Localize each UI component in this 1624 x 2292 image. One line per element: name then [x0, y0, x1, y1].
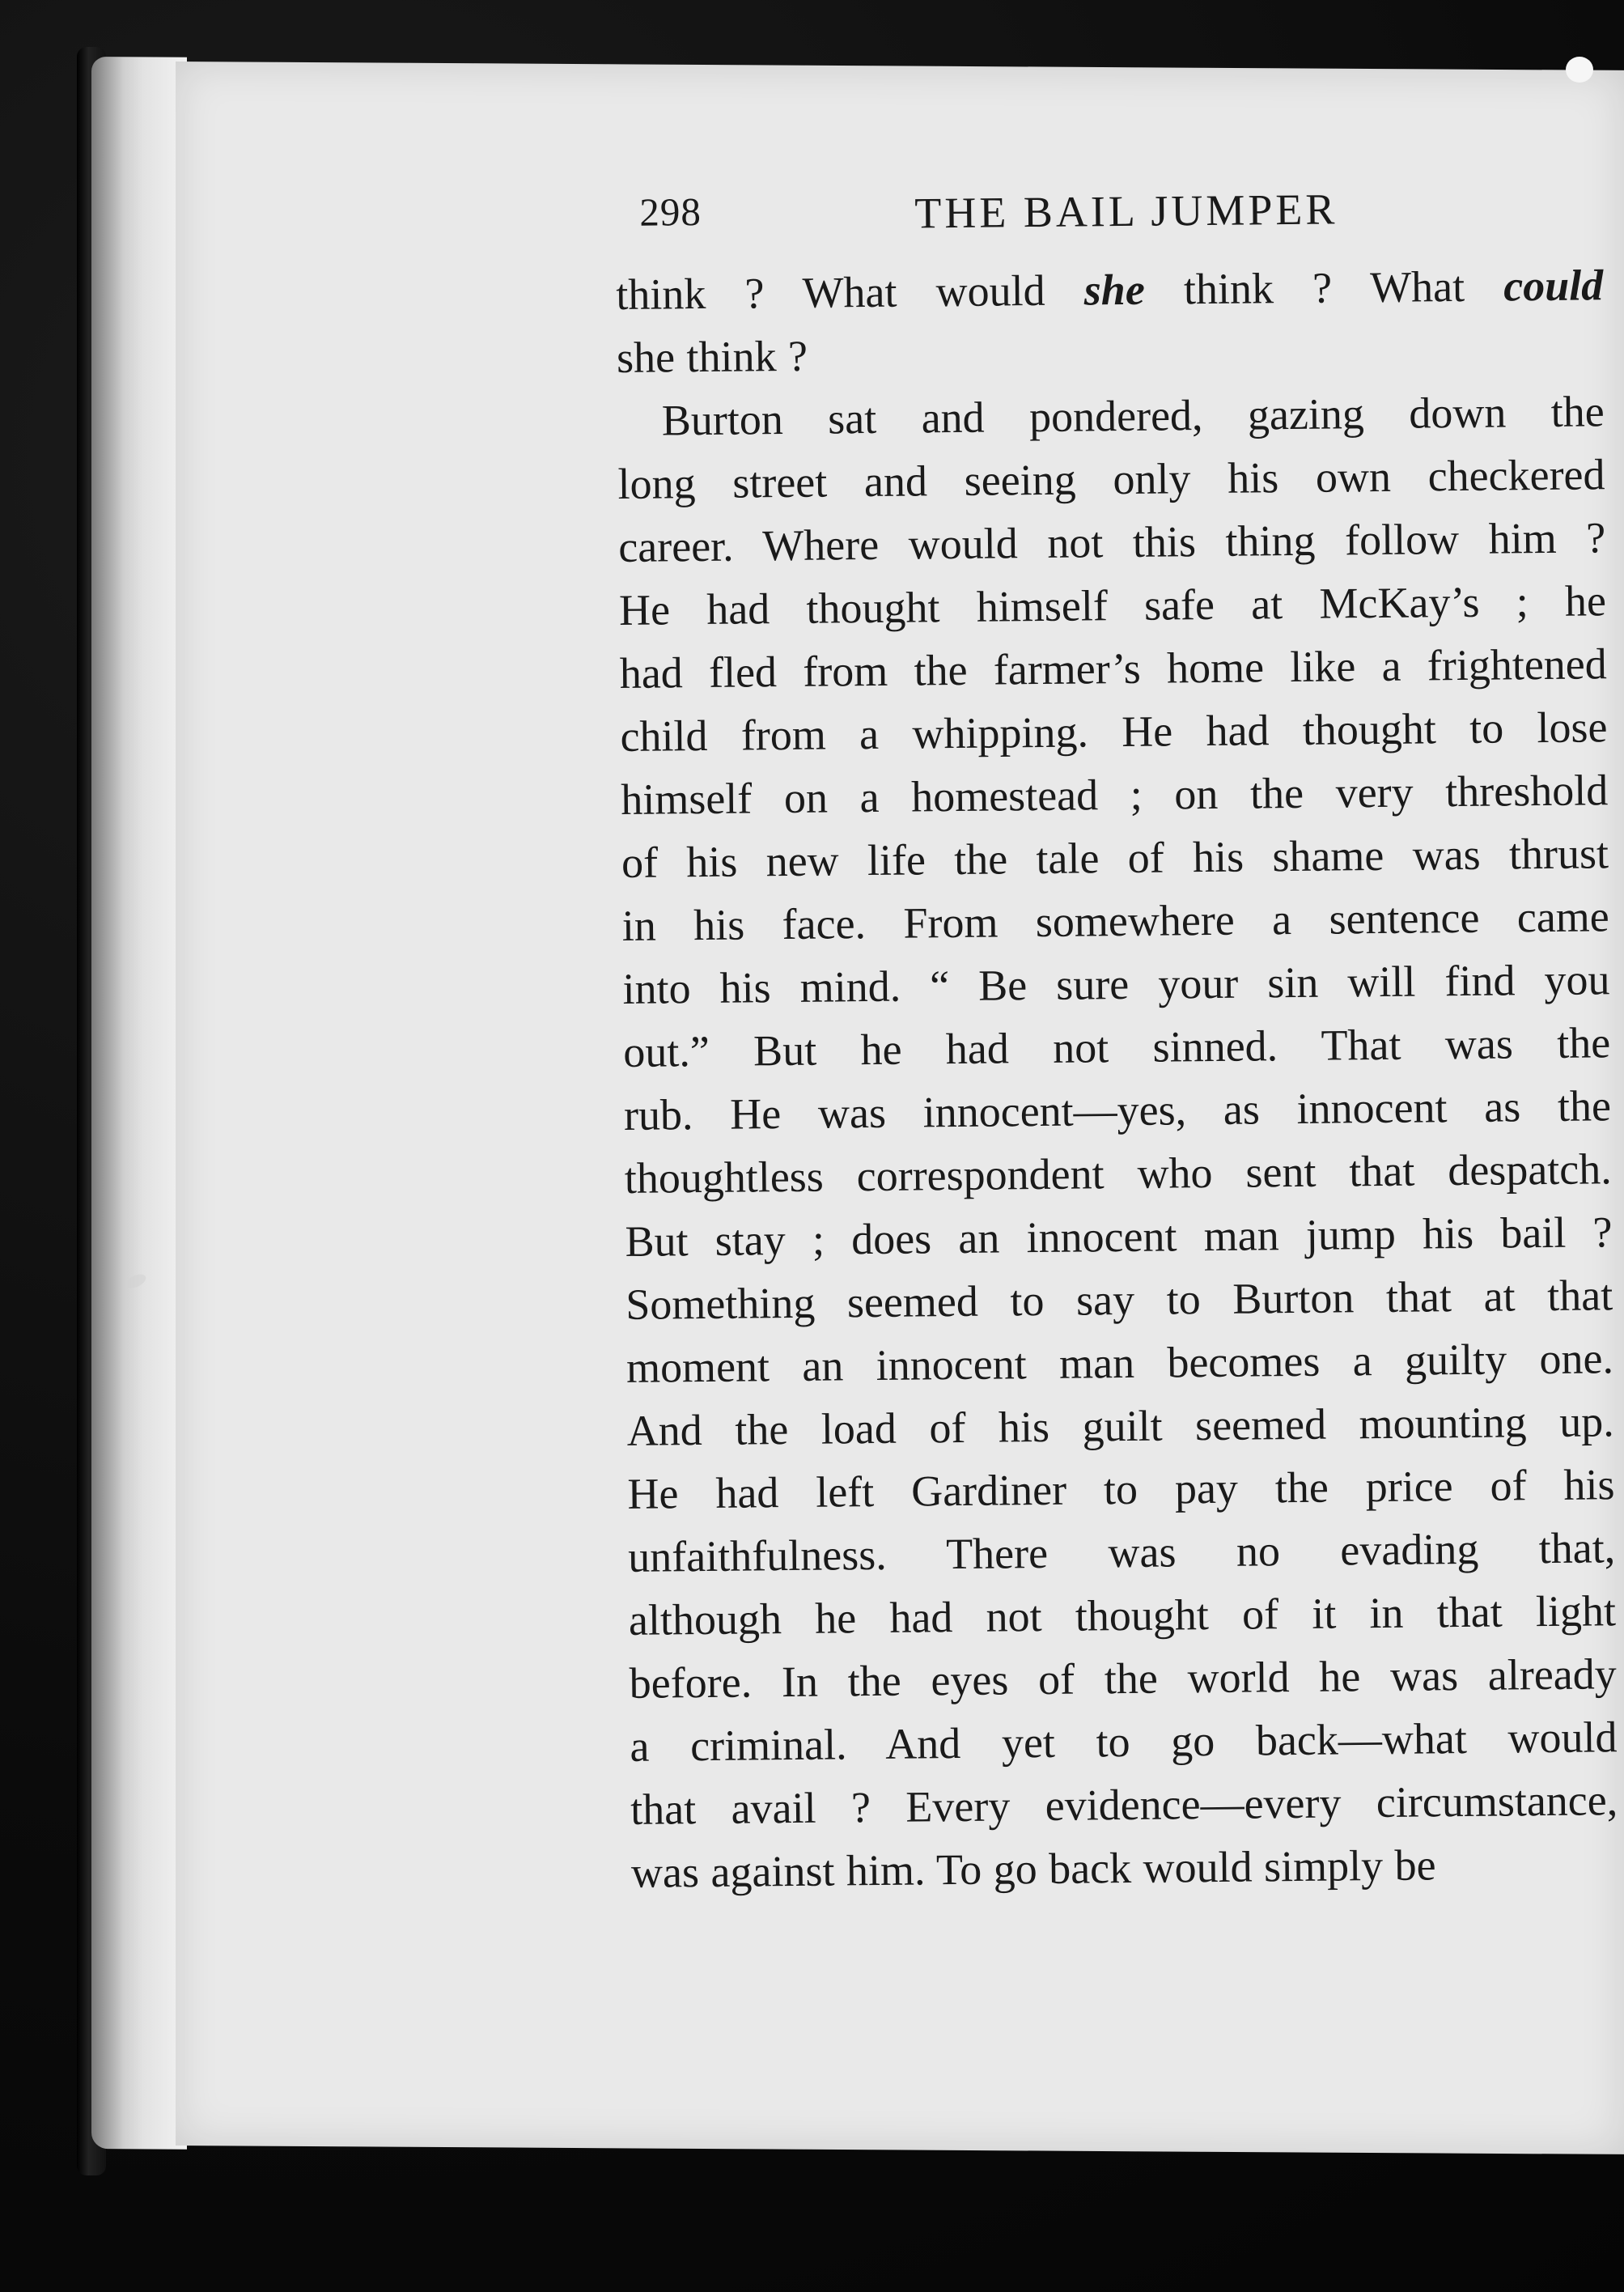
running-head: THE BAIL JUMPER — [914, 185, 1338, 238]
text-line-26: was against him. To go back would simply be — [630, 1840, 1436, 1897]
text-line-25: that avail ? Every evidence—every circumstance, — [630, 1776, 1618, 1834]
text-line-8: child from a whipping. He had thought to lose — [620, 702, 1608, 761]
text-line-1 — [616, 253, 1604, 326]
text-line-13: out.” But he had not sinned. That was the — [622, 1018, 1611, 1076]
text-line-14: rub. He was innocent—yes, as innocent as the — [623, 1081, 1612, 1140]
text-line-23: before. In the eyes of the world he was already — [629, 1649, 1617, 1708]
page-header — [615, 176, 1603, 263]
text-run: think ? What — [1144, 261, 1504, 314]
page-number: 298 — [639, 189, 702, 235]
text-line-10: of his new life the tale of his shame was thrust — [621, 829, 1609, 887]
text-line-3: Burton sat and pondered, gazing down the — [661, 387, 1605, 445]
text-line-19: And the load of his guilt seemed mounting up. — [626, 1397, 1614, 1455]
scan-dust-mark — [1566, 57, 1593, 83]
text-line-15: thoughtless correspondent who sent that despatch. — [624, 1144, 1613, 1203]
text-line-21: unfaithfulness. There was no evading that, — [627, 1523, 1616, 1581]
text-line-12: into his mind. “ Be sure your sin will find you — [622, 955, 1610, 1013]
text-line-6: He had thought himself safe at McKay’s ; he — [618, 576, 1607, 635]
text-line-11: in his face. From somewhere a sentence came — [621, 892, 1610, 950]
text-line-22: although he had not thought of it in that light — [628, 1586, 1617, 1645]
text-line-17: Something seemed to say to Burton that at that — [625, 1271, 1613, 1329]
text-line-7: had fled from the farmer’s home like a frightened — [619, 639, 1608, 698]
page-text-block — [615, 176, 1618, 1904]
page-fore-edge — [91, 57, 187, 2150]
text-line-4: long street and seeing only his own checkered — [617, 450, 1605, 508]
text-line-18: moment an innocent man becomes a guilty one. — [625, 1334, 1614, 1392]
text-line-2: she think ? — [616, 331, 808, 382]
italic-word: she — [1083, 265, 1146, 315]
text-line-16: But stay ; does an innocent man jump his bail ? — [625, 1208, 1613, 1266]
italic-word: could — [1503, 261, 1604, 311]
text-line-24: a criminal. And yet to go back—what would — [630, 1713, 1618, 1771]
text-run: think ? What would — [615, 265, 1085, 319]
text-line-9: himself on a homestead ; on the very threshold — [620, 766, 1609, 824]
text-line-5: career. Where would not this thing follow him ? — [617, 513, 1606, 571]
text-line-20: He had left Gardiner to pay the price of his — [627, 1460, 1615, 1518]
